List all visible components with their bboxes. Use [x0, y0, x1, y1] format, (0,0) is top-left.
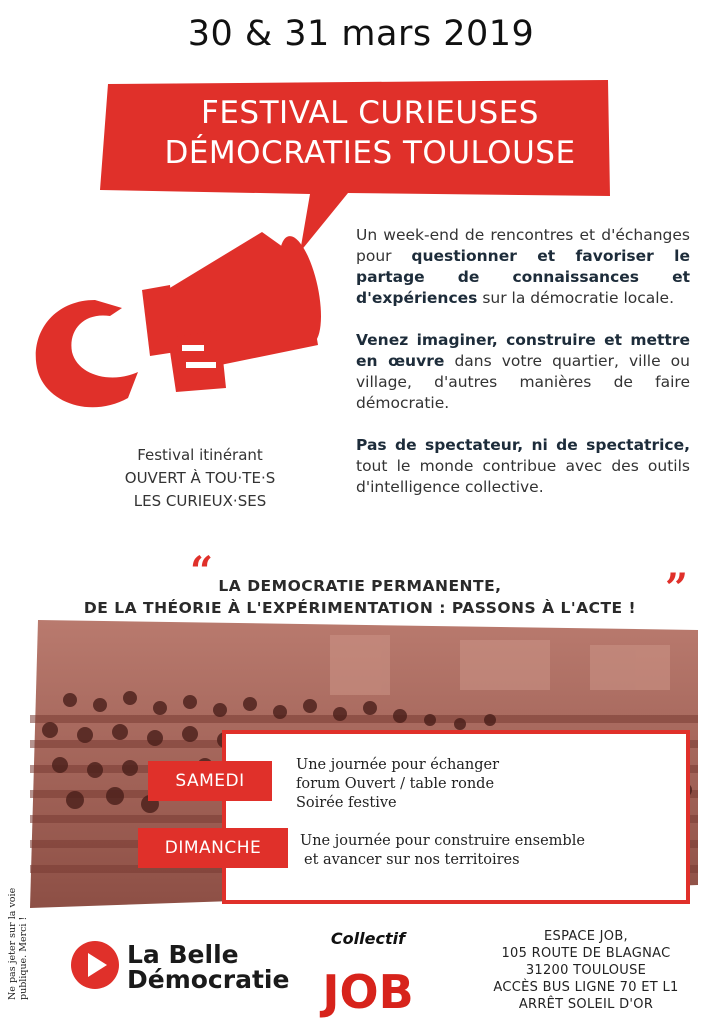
- festival-title: [130, 93, 610, 173]
- megaphone-icon: [36, 232, 329, 407]
- title-line-1: FESTIVAL CURIEUSES: [201, 95, 539, 131]
- samedi-tag: SAMEDI: [148, 761, 272, 801]
- litter-notice-line-1: Ne pas jeter sur la voie: [7, 887, 18, 1000]
- intro-p3-text: tout le monde contribue avec des outils d'intelligence collective.: [356, 457, 690, 496]
- intro-paragraph-2: [356, 330, 690, 414]
- event-date: 30 & 31 mars 2019: [187, 14, 535, 54]
- collectif-job-logo: [322, 924, 414, 1019]
- collectif-word: Collectif: [330, 929, 406, 948]
- dimanche-line-2: et avancer sur nos territoires: [304, 852, 520, 868]
- intro-paragraph-3: [356, 435, 690, 498]
- intro-p3-bold: Pas de spectateur, ni de spectatrice,: [356, 436, 690, 454]
- festival-subtitle: [80, 444, 320, 513]
- intro-text: [356, 225, 690, 519]
- intro-p2-text: dans votre quartier, ville ou village, d'autres manières de faire démocratie.: [356, 352, 690, 412]
- lbd-line-2: Démocratie: [127, 965, 290, 994]
- slogan-line-2: DE LA THÉORIE À L'EXPÉRIMENTATION : PASSONS À L'ACTE !: [83, 599, 637, 617]
- dimanche-program: [300, 832, 680, 870]
- festival-line-3: LES CURIEUX·SES: [133, 492, 267, 510]
- address-line-3: 31200 TOULOUSE: [525, 963, 647, 978]
- intro-p1-text: Un week-end de rencontres et d'échanges pour: [356, 226, 690, 265]
- samedi-line-3: Soirée festive: [296, 795, 397, 811]
- lbd-line-1: La Belle: [127, 940, 239, 969]
- litter-notice-line-2: publique. Merci !: [18, 916, 29, 1000]
- festival-line-2: OUVERT À TOU·TE·S: [124, 469, 276, 487]
- slogan: [30, 575, 690, 619]
- venue-address: [476, 928, 696, 1013]
- address-line-2: 105 ROUTE DE BLAGNAC: [501, 946, 671, 961]
- samedi-program: [296, 756, 676, 813]
- intro-paragraph-1: [356, 225, 690, 309]
- intro-p1-end: sur la démocratie locale.: [477, 289, 675, 307]
- dimanche-line-1: Une journée pour construire ensemble: [300, 833, 585, 849]
- samedi-line-2: forum Ouvert / table ronde: [296, 776, 495, 792]
- close-quote-mark: ”: [665, 565, 689, 612]
- festival-line-1: Festival itinérant: [137, 446, 263, 464]
- open-quote-mark: “: [190, 548, 214, 595]
- intro-p2-bold: Venez imaginer, construire et mettre en œuvre: [356, 331, 690, 370]
- litter-notice: [7, 860, 29, 1000]
- samedi-line-1: Une journée pour échanger: [296, 757, 500, 773]
- address-line-1: ESPACE JOB,: [544, 929, 628, 944]
- slogan-line-1: LA DEMOCRATIE PERMANENTE,: [218, 577, 502, 595]
- title-line-2: DÉMOCRATIES TOULOUSE: [164, 135, 576, 171]
- address-line-4: ACCÈS BUS LIGNE 70 ET L1: [493, 980, 679, 995]
- dimanche-tag: DIMANCHE: [138, 828, 288, 868]
- address-line-5: ARRÊT SOLEIL D'OR: [518, 997, 654, 1012]
- intro-p1-bold: questionner et favoriser le partage de connaissances et d'expériences: [356, 247, 690, 307]
- play-icon: [70, 940, 120, 990]
- job-word: JOB: [322, 965, 414, 1019]
- la-belle-democratie-logo: [127, 942, 289, 992]
